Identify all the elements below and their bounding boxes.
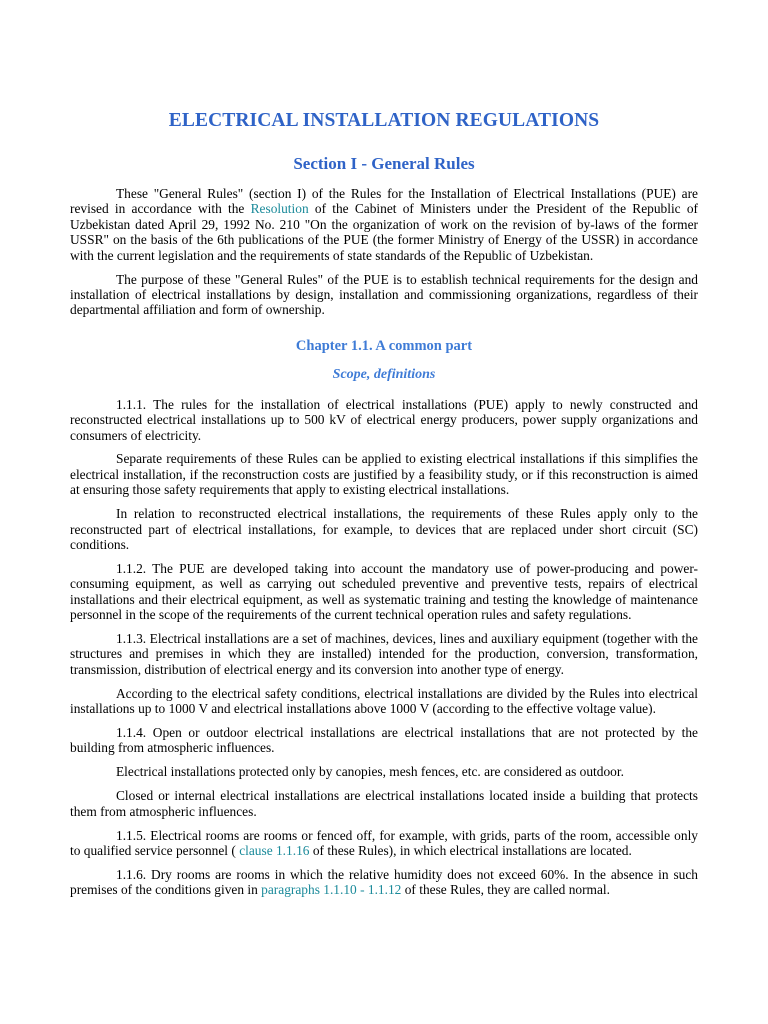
intro-text-start: These "General Rules" (section I) of the Rules for the Installation of Electrical Installations (PUE) are revised in accordance with the: [70, 186, 698, 217]
paragraph-1-1-3-safety: According to the electrical safety conditions, electrical installations are divided by the Rules into electrical installations up to 1000 V and electrical installations above 1000 V (according to the effective voltage value).: [70, 685, 698, 717]
subsection-title: Scope, definitions: [332, 366, 436, 382]
p115-text-end: of these Rules), in which electrical installations are located.: [309, 843, 632, 858]
p115-text-start: 1.1.5. Electrical rooms are rooms or fenced off, for example, with grids, parts of the room, accessible only to qualified service personnel (: [70, 827, 698, 858]
clause-1-1-16-link[interactable]: clause 1.1.16: [239, 843, 310, 858]
paragraph-1-1-1-separate: Separate requirements of these Rules can be applied to existing electrical installations if this simplifies the electrical installation, if the reconstruction costs are justified by a feasibility study, or if this reconstruction is aimed at ensuring those safety requirements that apply to existing electrical installations.: [70, 451, 698, 498]
p116-text-start: 1.1.6. Dry rooms are rooms in which the relative humidity does not exceed 60%. In the absence in such premises of the conditions given in: [70, 866, 698, 898]
paragraph-1-1-1: 1.1.1. The rules for the installation of electrical installations (PUE) apply to newly constructed and reconstructed electrical installations up to 500 kV of electrical energy producers, power supply organizations and consumers of electricity.: [70, 396, 698, 443]
resolution-link[interactable]: Resolution: [250, 201, 309, 217]
paragraph-1-1-3: 1.1.3. Electrical installations are a set of machines, devices, lines and auxiliary equipment (together with the structures and premises in which they are installed) intended for the production, conversion, transformation, transmission, distribution of electrical energy and its conversion into another type of energy.: [70, 631, 698, 677]
paragraph-1-1-4: 1.1.4. Open or outdoor electrical installations are electrical installations that are not protected by the building from atmospheric influences.: [70, 725, 698, 756]
intro-paragraph-2: The purpose of these "General Rules" of the PUE is to establish technical requirements for the design and installation of electrical installations by design, installation and commissioning organizations, regardless of their departmental affiliation and form of ownership.: [70, 271, 698, 318]
document-title: ELECTRICAL INSTALLATION REGULATIONS: [168, 110, 600, 131]
intro-paragraph-1: [70, 186, 698, 263]
section-title: Section I - General Rules: [293, 154, 475, 173]
paragraph-1-1-4-outdoor: Electrical installations protected only by canopies, mesh fences, etc. are considered as outdoor.: [116, 764, 624, 780]
p116-text-end: of these Rules, they are called normal.: [401, 882, 610, 898]
paragraph-1-1-2: 1.1.2. The PUE are developed taking into account the mandatory use of power-producing and power-consuming equipment, as well as carrying out scheduled preventive and preventive tests, repairs of electrical installations and their electrical equipment, as well as systematic training and testing the knowledge of maintenance personnel in the scope of the requirements of the current technical operation rules and safety regulations.: [70, 560, 698, 623]
paragraph-1-1-4-closed: Closed or internal electrical installations are electrical installations located inside a building that protects them from atmospheric influences.: [70, 788, 698, 819]
paragraph-1-1-1-reconstructed: In relation to reconstructed electrical installations, the requirements of these Rules apply only to the reconstructed part of electrical installations, for example, to devices that are replaced under short circuit (SC) conditions.: [70, 506, 698, 552]
intro-text-end: of the Cabinet of Ministers under the President of the Republic of Uzbekistan dated April 29, 1992 No. 210 "On the organization of work on the revision of by-laws of the former USSR" on the basis of the 6th publications of the PUE (the former Ministry of Energy of the USSR) in accordance with the current legislation and the requirements of state standards of the Republic of Uzbekistan.: [70, 201, 698, 263]
chapter-title: Chapter 1.1. A common part: [295, 337, 473, 354]
paragraph-1-1-5: [70, 828, 698, 859]
paragraphs-1-1-10-link[interactable]: paragraphs 1.1.10 - 1.1.12: [261, 882, 402, 898]
paragraph-1-1-6: [70, 867, 698, 898]
